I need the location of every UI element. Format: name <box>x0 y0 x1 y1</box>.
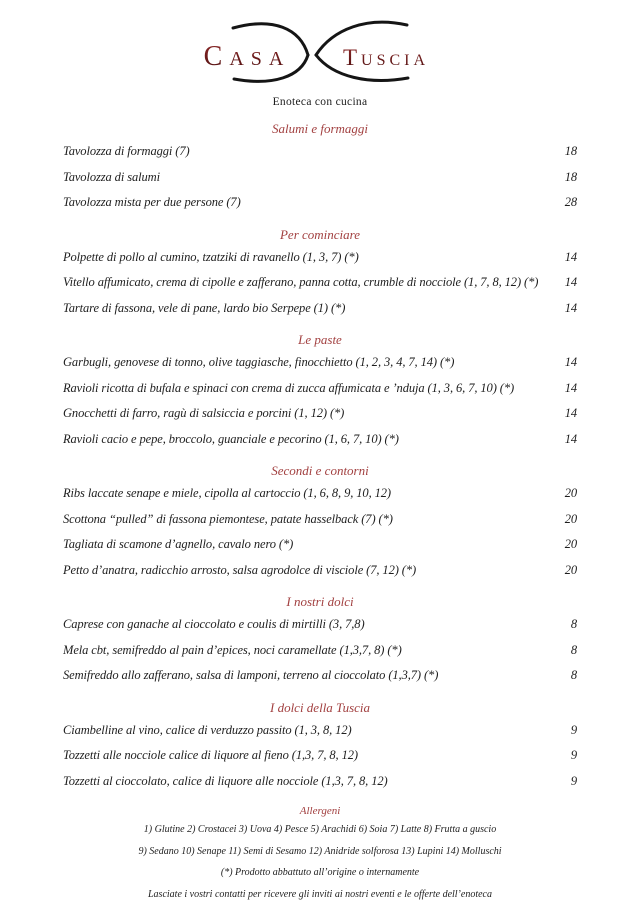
menu-item <box>63 612 577 638</box>
item-price: 9 <box>570 722 577 737</box>
section-title: I nostri dolci <box>286 594 354 609</box>
item-name: Tozzetti al cioccolato, calice di liquore alle nocciole (1,3, 7, 8, 12) <box>63 773 388 788</box>
item-name: Ravioli cacio e pepe, broccolo, guanciale e pecorino (1, 6, 7, 10) (*) <box>63 431 399 446</box>
restaurant-logo <box>175 15 465 87</box>
item-name: Tozzetti alle nocciole calice di liquore al fieno (1,3, 7, 8, 12) <box>63 748 358 762</box>
item-price: 14 <box>564 380 577 395</box>
section-title: Le paste <box>298 332 342 347</box>
item-name: Caprese con ganache al cioccolato e coulis di mirtilli (3, 7,8) <box>63 617 365 631</box>
item-name: Vitello affumicato, crema di cipolle e zafferano, panna cotta, crumble di nocciole (1, 7, 8, 12) (*) <box>63 275 539 289</box>
item-name: Ravioli ricotta di bufala e spinaci con crema di zucca affumicata e ’nduja (1, 3, 6, 7, 10) (*) <box>63 380 515 395</box>
item-price: 14 <box>564 249 577 264</box>
item-name: Ribs laccate senape e miele, cipolla al cartoccio (1, 6, 8, 9, 10, 12) <box>63 486 391 500</box>
menu-item <box>63 718 577 744</box>
item-name: Semifreddo allo zafferano, salsa di lamponi, terreno al cioccolato (1,3,7) (*) <box>63 668 439 682</box>
allergens-footer <box>63 803 577 905</box>
casa-tuscia-logo-icon <box>175 15 465 87</box>
item-name: Garbugli, genovese di tonno, olive taggiasche, finocchietto (1, 2, 3, 4, 7, 14) (*) <box>63 355 455 369</box>
menu-item <box>63 401 577 427</box>
menu-item <box>63 139 577 165</box>
menu-item <box>63 270 577 296</box>
item-price: 14 <box>564 406 577 420</box>
section-le-paste <box>63 330 577 452</box>
item-name: Mela cbt, semifreddo al pain d’epices, noci caramellate (1,3,7, 8) (*) <box>63 642 402 657</box>
item-price: 20 <box>564 562 577 577</box>
item-price: 20 <box>564 486 577 500</box>
item-price: 8 <box>570 617 577 631</box>
item-price: 14 <box>564 431 577 446</box>
tagline: Enoteca con cucina <box>272 96 368 108</box>
menu-item <box>63 296 577 322</box>
item-name: Ciambelline al vino, calice di verduzzo passito (1, 3, 8, 12) <box>63 722 352 737</box>
menu-item <box>63 190 577 216</box>
section-i-dolci-della-tuscia <box>63 698 577 795</box>
menu-item <box>63 427 577 453</box>
menu-item <box>63 558 577 584</box>
logo-word-casa: Casa <box>203 41 291 72</box>
menu-item <box>63 769 577 795</box>
item-name: Tavolozza di formaggi (7) <box>63 144 190 158</box>
item-price: 14 <box>564 275 577 289</box>
section-secondi-e-contorni <box>63 461 577 583</box>
item-price: 14 <box>564 300 577 315</box>
menu-item <box>63 743 577 769</box>
item-price: 14 <box>564 355 577 369</box>
item-name: Gnocchetti di farro, ragù di salsiccia e porcini (1, 12) (*) <box>63 406 345 420</box>
section-salumi-e-formaggi <box>63 119 577 216</box>
item-price: 8 <box>570 668 577 682</box>
allergens-title: Allergeni <box>299 805 341 817</box>
section-i-nostri-dolci <box>63 592 577 689</box>
item-price: 9 <box>570 748 577 762</box>
section-title: I dolci della Tuscia <box>269 699 371 715</box>
menu-item <box>63 376 577 402</box>
item-name: Tavolozza mista per due persone (7) <box>63 195 241 209</box>
menu-item <box>63 507 577 533</box>
item-name: Petto d’anatra, radicchio arrosto, salsa agrodolce di visciole (7, 12) (*) <box>63 562 417 577</box>
item-name: Polpette di pollo al cumino, tzatziki di ravanello (1, 3, 7) (*) <box>63 249 359 264</box>
item-name: Tartare di fassona, vele di pane, lardo bio Serpepe (1) (*) <box>63 300 346 315</box>
item-price: 8 <box>570 642 577 657</box>
item-price: 9 <box>570 773 577 788</box>
section-title: Salumi e formaggi <box>271 121 369 136</box>
menu-item <box>63 638 577 664</box>
menu-item <box>63 532 577 558</box>
allergens-line-1: 1) Glutine 2) Crostacei 3) Uova 4) Pesce 5) Arachidi 6) Soia 7) Latte 8) Frutta a guscio <box>143 824 497 835</box>
menu-item <box>63 481 577 507</box>
item-name: Scottona “pulled” di fassona piemontese, patate hasselback (7) (*) <box>63 511 393 526</box>
section-title: Secondi e contorni <box>271 463 369 478</box>
section-title: Per cominciare <box>279 226 361 242</box>
item-price: 18 <box>564 144 577 158</box>
item-price: 28 <box>564 195 577 209</box>
item-price: 20 <box>564 511 577 526</box>
item-name: Tavolozza di salumi <box>63 169 160 184</box>
allergens-note: (*) Prodotto abbattuto all’origine o internamente <box>220 867 420 878</box>
menu-item <box>63 663 577 689</box>
menu-item <box>63 245 577 271</box>
section-per-cominciare <box>63 225 577 322</box>
item-price: 20 <box>564 537 577 551</box>
logo-word-tuscia: Tuscia <box>342 45 430 70</box>
menu-item <box>63 350 577 376</box>
menu-item <box>63 165 577 191</box>
item-name: Tagliata di scamone d’agnello, cavalo nero (*) <box>63 537 294 551</box>
allergens-line-2: 9) Sedano 10) Senape 11) Semi di Sesamo 12) Anidride solforosa 13) Lupini 14) Molluschi <box>138 845 502 857</box>
item-price: 18 <box>564 169 577 184</box>
contact-invitation-line: Lasciate i vostri contatti per ricevere gli inviti ai nostri eventi e le offerte dell’enoteca <box>148 888 492 900</box>
